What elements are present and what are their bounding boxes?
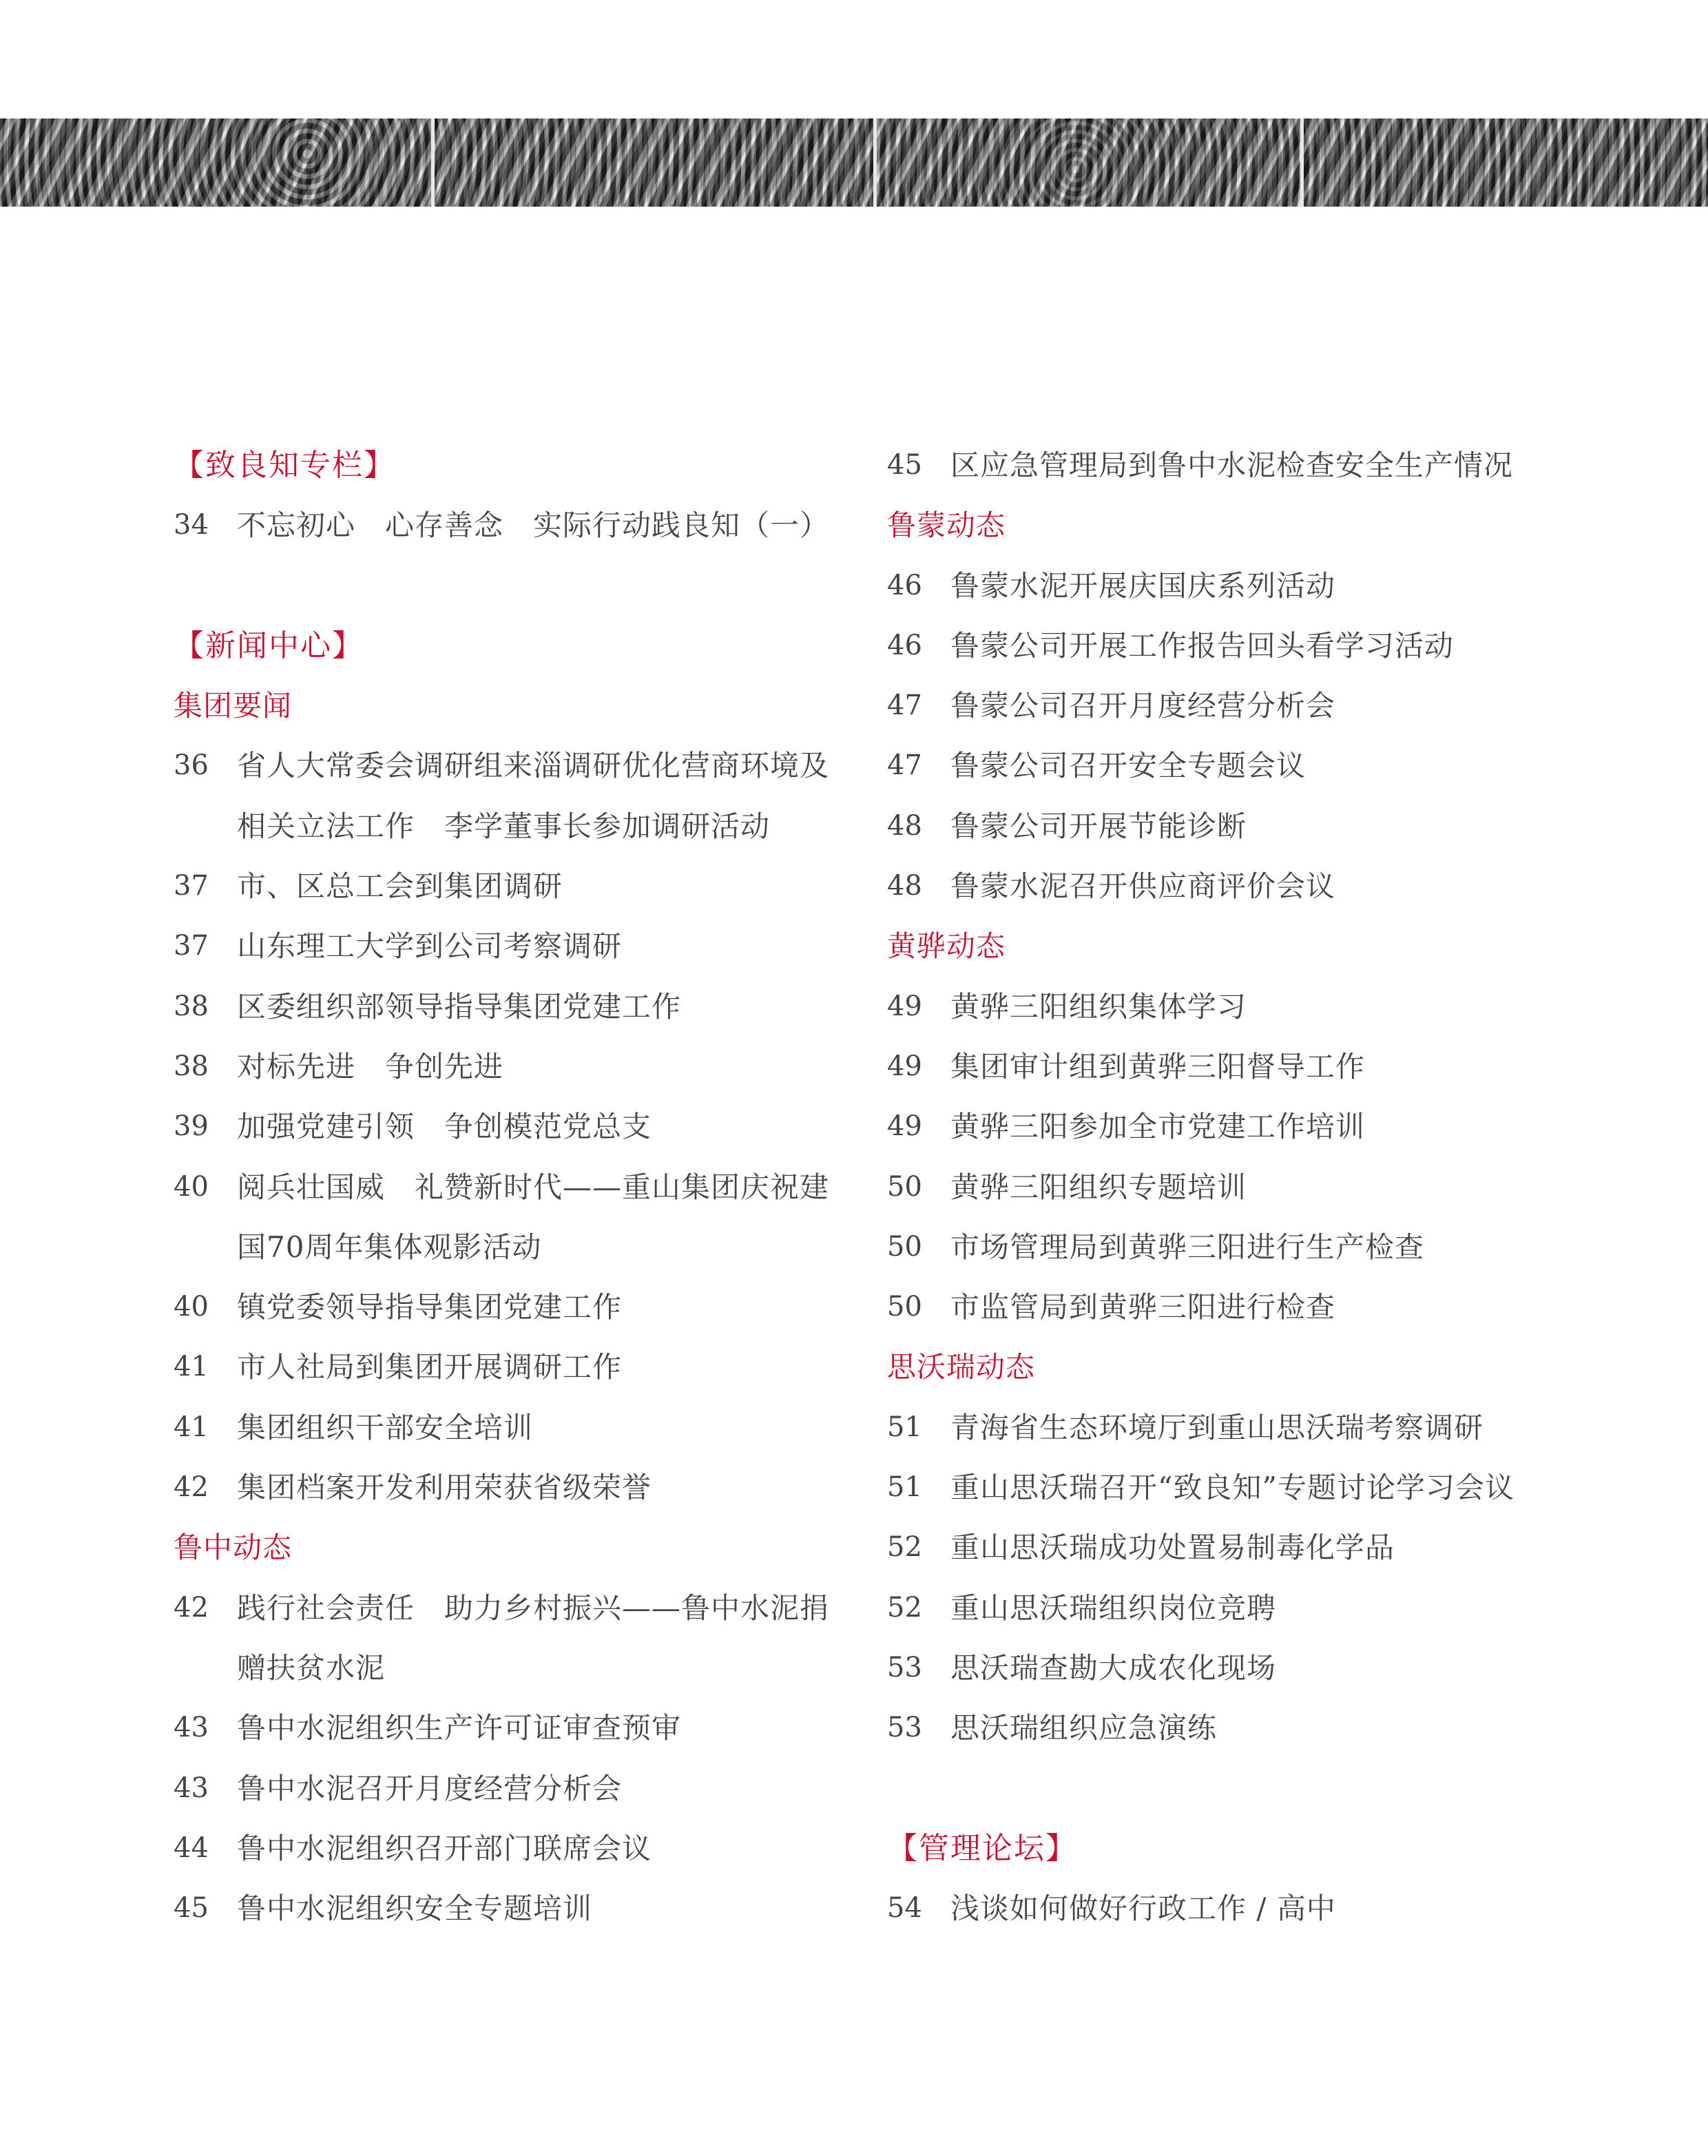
toc-entry[interactable] [174,1878,848,1938]
toc-entry[interactable] [887,1878,1576,1938]
page-number: 37 [174,930,209,962]
page-number: 45 [887,449,922,481]
section-title: 【管理论坛】 [887,1830,1077,1866]
toc-entry[interactable] [174,1277,848,1337]
entry-title: 思沃瑞组织应急演练 [950,1711,1218,1745]
page-number: 51 [887,1411,922,1443]
toc-entry[interactable] [887,736,1576,796]
toc-entry[interactable] [174,1398,848,1458]
page-number: 47 [887,749,922,782]
entry-title: 鲁蒙公司开展工作报告回头看学习活动 [950,628,1455,663]
entry-title: 鲁蒙公司召开安全专题会议 [950,749,1306,783]
page-number: 48 [887,809,922,842]
toc-entry[interactable] [174,495,848,555]
page-number: 51 [887,1471,922,1504]
entry-title: 市人社局到集团开展调研工作 [237,1350,623,1385]
toc-entry[interactable] [887,1638,1576,1698]
entry-title: 加强党建引领 争创模范党总支 [237,1110,652,1144]
entry-title: 鲁中水泥召开月度经营分析会 [237,1771,623,1805]
page-number: 52 [887,1591,922,1624]
page-number: 46 [887,629,922,661]
toc-entry[interactable] [174,1337,848,1397]
page-number: 47 [887,690,922,722]
toc-entry[interactable] [174,1818,848,1878]
subsection-title: 思沃瑞动态 [887,1350,1036,1385]
toc-entry[interactable] [174,1759,848,1818]
entry-title: 黄骅三阳组织集体学习 [950,989,1247,1024]
toc-entry[interactable] [887,1277,1576,1337]
page-number: 50 [887,1291,922,1323]
spacer [887,1759,1576,1818]
entry-title: 市、区总工会到集团调研 [237,869,563,904]
page-number: 48 [887,870,922,902]
toc-entry[interactable] [887,977,1576,1037]
entry-title: 区应急管理局到鲁中水泥检查安全生产情况 [950,448,1514,482]
toc-entry[interactable] [174,1698,848,1758]
page-number: 36 [174,749,209,782]
page-number: 38 [174,1050,209,1082]
section-title: 【致良知专栏】 [174,448,395,483]
page-number: 49 [887,1050,922,1082]
toc-entry[interactable] [887,1517,1576,1577]
banner-seam [873,118,877,207]
entry-title: 鲁蒙水泥召开供应商评价会议 [950,869,1336,904]
toc-entry[interactable] [887,616,1576,676]
toc-entry[interactable] [887,1097,1576,1157]
toc-entry[interactable] [174,977,848,1037]
entry-title: 镇党委领导指导集团党建工作 [237,1290,623,1325]
entry-title: 鲁中水泥组织生产许可证审查预审 [237,1711,682,1745]
page-number: 50 [887,1170,922,1203]
toc-left-column [174,435,848,1938]
entry-title: 践行社会责任 助力乡村振兴——鲁中水泥捐赠扶贫水泥 [237,1590,830,1685]
entry-title: 集团档案开发利用荣获省级荣誉 [237,1471,652,1505]
toc-entry[interactable] [887,1037,1576,1097]
section-title: 【新闻中心】 [174,628,364,663]
toc-entry[interactable] [887,556,1576,616]
banner-seam [431,118,435,207]
entry-title: 鲁蒙公司开展节能诊断 [950,809,1247,843]
toc-entry[interactable] [174,1037,848,1097]
toc-entry[interactable] [174,916,848,976]
toc-entry[interactable] [887,796,1576,856]
toc-entry[interactable] [887,1398,1576,1458]
entry-title: 鲁蒙水泥开展庆国庆系列活动 [950,568,1336,603]
entry-title: 浅谈如何做好行政工作 / 高中 [950,1891,1336,1926]
toc-entry[interactable] [174,1097,848,1157]
entry-title: 省人大常委会调研组来淄调研优化营商环境及相关立法工作 李学董事长参加调研活动 [237,749,830,843]
entry-title: 山东理工大学到公司考察调研 [237,929,623,964]
page-number: 54 [887,1892,922,1925]
page-number: 39 [174,1110,209,1143]
toc-entry[interactable] [887,676,1576,736]
entry-title: 黄骅三阳组织专题培训 [950,1170,1247,1204]
entry-title: 集团组织干部安全培训 [237,1410,534,1444]
page-number: 50 [887,1230,922,1263]
toc-entry[interactable] [887,1578,1576,1638]
entry-title: 重山思沃瑞召开“致良知”专题讨论学习会议 [950,1471,1514,1505]
banner-seam [1300,118,1304,207]
page-number: 49 [887,990,922,1022]
entry-title: 市场管理局到黄骅三阳进行生产检查 [950,1230,1425,1264]
entry-title: 重山思沃瑞组织岗位竞聘 [950,1590,1277,1625]
toc-entry[interactable] [887,435,1576,495]
page-number: 43 [174,1712,209,1744]
page-number: 41 [174,1411,209,1443]
toc-entry[interactable] [887,1217,1576,1277]
entry-title: 鲁中水泥组织安全专题培训 [237,1891,593,1926]
toc-entry[interactable] [174,736,848,856]
page-number: 43 [174,1772,209,1804]
page-number: 38 [174,990,209,1022]
page-number: 44 [174,1832,209,1864]
page-number: 46 [887,569,922,601]
page-number: 49 [887,1110,922,1143]
entry-title: 青海省生态环境厅到重山思沃瑞考察调研 [950,1410,1484,1444]
page-number: 42 [174,1471,209,1504]
subsection-title: 集团要闻 [174,689,293,723]
entry-title: 对标先进 争创先进 [237,1049,504,1084]
entry-title: 不忘初心 心存善念 实际行动践良知（一） [237,508,830,543]
entry-title: 思沃瑞查勘大成农化现场 [950,1650,1277,1685]
page-number: 42 [174,1591,209,1624]
entry-title: 市监管局到黄骅三阳进行检查 [950,1290,1336,1325]
toc-entry[interactable] [887,856,1576,916]
page-number: 41 [174,1351,209,1383]
toc-entry[interactable] [887,1157,1576,1217]
entry-title: 重山思沃瑞成功处置易制毒化学品 [950,1531,1395,1565]
entry-title: 阅兵壮国威 礼赞新时代——重山集团庆祝建国70周年集体观影活动 [237,1170,830,1264]
toc-entry[interactable] [174,1157,848,1278]
subsection-title: 鲁中动态 [174,1531,293,1565]
spacer [174,556,848,616]
toc-entry[interactable] [887,1698,1576,1758]
page-number: 37 [174,870,209,902]
toc-right-column [887,435,1576,1938]
entry-title: 区委组织部领导指导集团党建工作 [237,989,682,1024]
page-number: 40 [174,1170,209,1203]
page-number: 34 [174,509,209,541]
page-number: 52 [887,1531,922,1564]
page-number: 45 [174,1892,209,1925]
entry-title: 鲁中水泥组织召开部门联席会议 [237,1831,652,1865]
entry-title: 集团审计组到黄骅三阳督导工作 [950,1049,1366,1084]
entry-title: 鲁蒙公司召开月度经营分析会 [950,689,1336,723]
page-number: 40 [174,1291,209,1323]
toc-entry[interactable] [174,1458,848,1517]
toc-entry[interactable] [174,1578,848,1699]
carved-stone-dragon-banner [0,118,1708,207]
subsection-title: 鲁蒙动态 [887,508,1006,543]
page-number: 53 [887,1712,922,1744]
entry-title: 黄骅三阳参加全市党建工作培训 [950,1110,1366,1144]
toc-entry[interactable] [174,856,848,916]
page-number: 53 [887,1651,922,1683]
toc-entry[interactable] [887,1458,1576,1517]
subsection-title: 黄骅动态 [887,929,1006,964]
